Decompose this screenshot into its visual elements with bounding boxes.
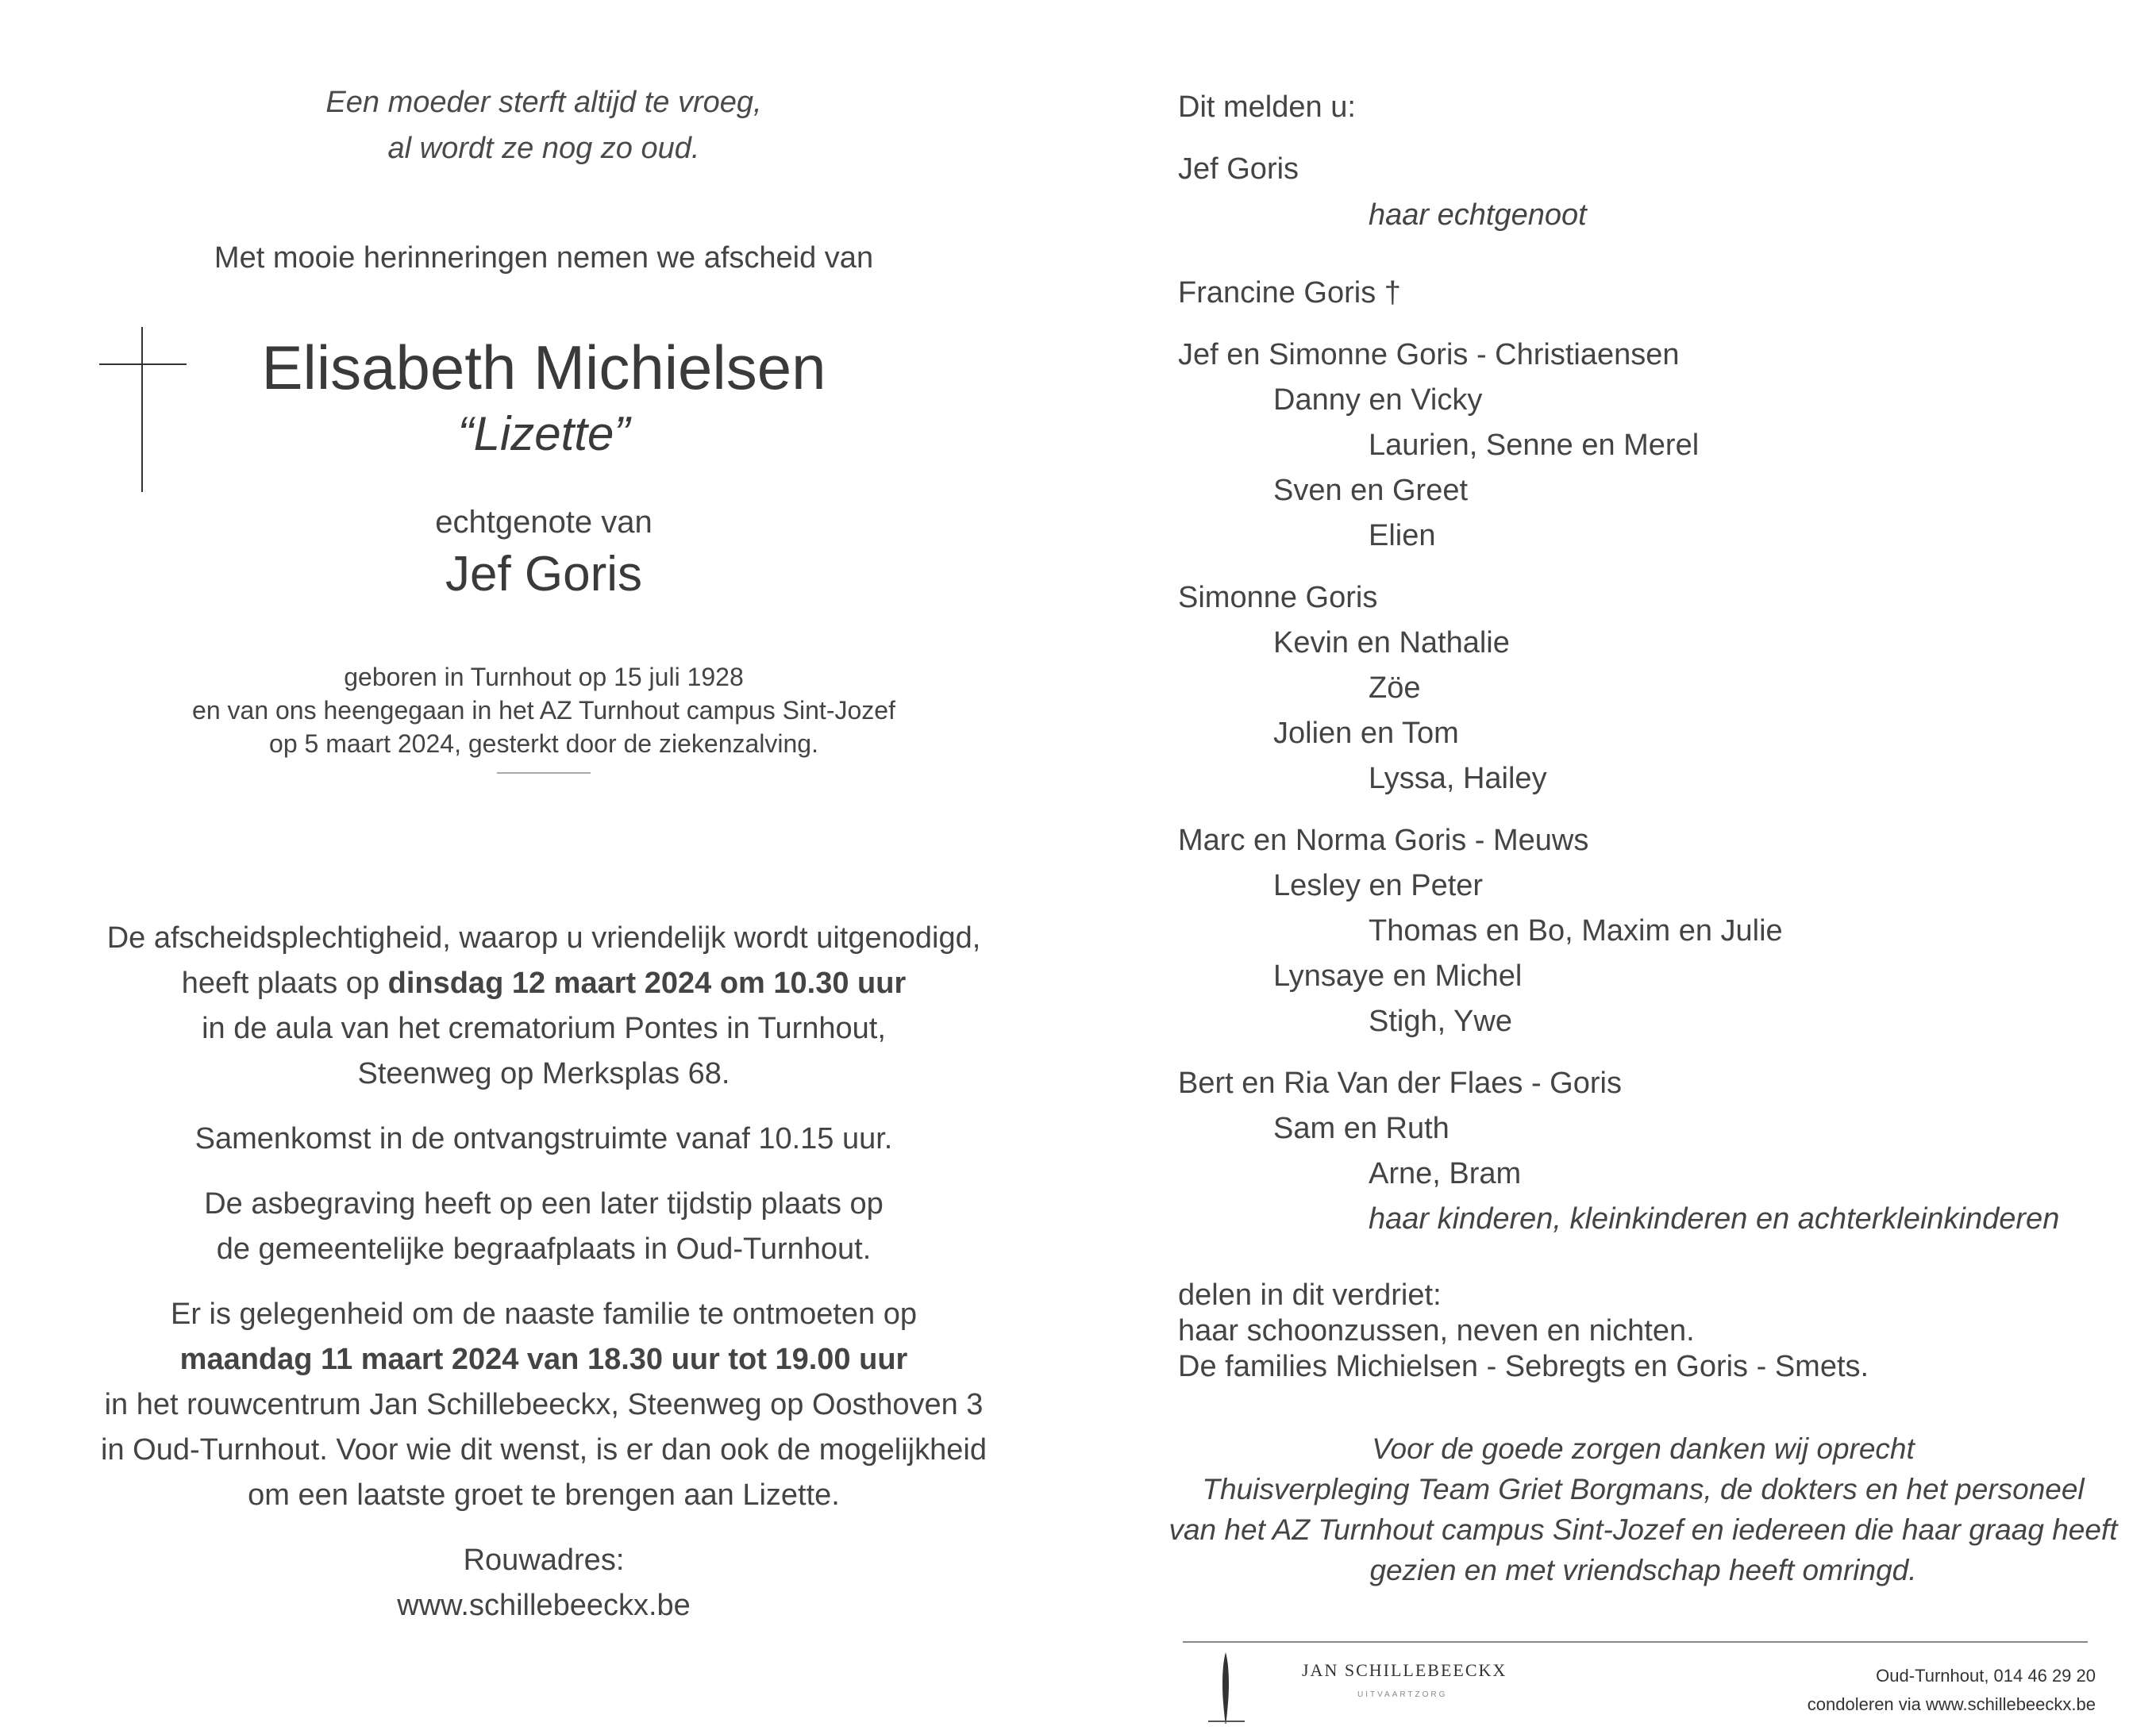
cypress-tree-icon [1218,1652,1234,1724]
thanks-text [1167,1428,2119,1590]
ceremony-line: De afscheidsplechtigheid, waarop u vriendelijk wordt uitgenodigd, [106,921,981,955]
contact-condolence: condoleren via www.schillebeeckx.be [1807,1694,2096,1714]
family-line: Laurien, Senne en Merel [1369,429,1700,462]
ceremony-info [0,916,1088,1648]
family-line: Danny en Vicky [1273,383,1483,417]
family-line: Bert en Ria Van der Flaes - Goris [1178,1067,1622,1100]
gathering-line: Samenkomst in de ontvangstruimte vanaf 10.15 uur. [194,1122,893,1155]
ceremony-date: dinsdag 12 maart 2024 om 10.30 uur [387,967,907,1000]
family-line: haar schoonzussen, neven en nichten. [1178,1314,1695,1348]
deceased-name: Elisabeth Michielsen [261,333,826,402]
family-line: Stigh, Ywe [1369,1005,1512,1038]
address-url: www.schillebeeckx.be [397,1589,691,1622]
family-line: De families Michielsen - Sebregts en Goris - Smets. [1178,1350,1869,1383]
motto-line: al wordt ze nog zo oud. [387,132,700,165]
footer-divider [1183,1641,2088,1643]
motto-line: Een moeder sterft altijd te vroeg, [325,86,762,119]
spouse-label: echtgenote van [435,505,653,540]
address-label: Rouwadres: [463,1544,625,1577]
family-line: Zöe [1369,671,1421,705]
thanks-line: Thuisverpleging Team Griet Borgmans, de dokters en het personeel [1202,1473,2085,1505]
family-line: Sven en Greet [1273,474,1469,507]
family-line: haar echtgenoot [1369,198,1587,232]
ceremony-line: Steenweg op Merksplas 68. [357,1057,730,1090]
family-line: haar kinderen, kleinkinderen en achterkleinkinderen [1369,1202,2060,1236]
address-paragraph [0,1538,1088,1628]
contact-info [1808,1662,2096,1719]
visitation-line: in Oud-Turnhout. Voor wie dit wenst, is er dan ook de mogelijkheid [101,1433,987,1467]
family-line: Simonne Goris [1178,581,1378,614]
visitation-line: om een laatste groet te brengen aan Lizette. [248,1478,840,1512]
family-line: Kevin en Nathalie [1273,626,1510,659]
family-line: Arne, Bram [1369,1157,1522,1190]
visitation-line: Er is gelegenheid om de naaste familie te ontmoeten op [170,1298,918,1331]
contact-phone: Oud-Turnhout, 014 46 29 20 [1876,1666,2096,1686]
ceremony-line: heeft plaats op [181,967,388,1000]
visitation-line: in het rouwcentrum Jan Schillebeeckx, Steenweg op Oosthoven 3 [104,1388,984,1421]
burial-line: de gemeentelijke begraafplaats in Oud-Turnhout. [216,1232,872,1266]
right-page [1167,0,2119,1734]
birth-line: geboren in Turnhout op 15 juli 1928 [344,663,744,691]
thanks-line: gezien en met vriendschap heeft omringd. [1369,1554,1917,1586]
family-line: Jef Goris [1178,152,1299,186]
family-line: Thomas en Bo, Maxim en Julie [1369,914,1783,948]
visitation-paragraph [0,1292,1088,1518]
family-line: Jolien en Tom [1273,717,1459,750]
divider [497,772,591,774]
logo-baseline [1208,1721,1245,1722]
intro-text: Met mooie herinneringen nemen we afscheid van [214,241,874,275]
family-line: Sam en Ruth [1273,1112,1450,1145]
family-line: Lesley en Peter [1273,869,1484,902]
ceremony-line: in de aula van het crematorium Pontes in Turnhout, [202,1012,886,1045]
family-line: Francine Goris † [1178,276,1401,310]
burial-paragraph [0,1182,1088,1272]
birth-death-info [0,660,1088,760]
family-line: Dit melden u: [1178,90,1356,124]
gathering-paragraph [0,1117,1088,1162]
deceased-nickname: “Lizette” [457,407,630,460]
family-line: delen in dit verdriet: [1178,1278,1442,1312]
brand-subtitle: UITVAARTZORG [1357,1690,1448,1699]
family-line: Marc en Norma Goris - Meuws [1178,824,1589,857]
motto [0,79,1088,171]
family-line: Lynsaye en Michel [1273,959,1523,993]
thanks-line: Voor de goede zorgen danken wij oprecht [1372,1432,1915,1465]
spouse-name: Jef Goris [445,547,643,602]
birth-line: en van ons heengegaan in het AZ Turnhout campus Sint-Jozef [192,696,895,725]
burial-line: De asbegraving heeft op een later tijdstip plaats op [204,1187,884,1221]
birth-line: op 5 maart 2024, gesterkt door de ziekenzalving. [269,729,818,758]
brand-name: JAN SCHILLEBEECKX [1302,1660,1507,1680]
ceremony-paragraph [0,916,1088,1097]
family-line: Elien [1369,519,1436,552]
family-line: Jef en Simonne Goris - Christiaensen [1178,338,1680,371]
family-line: Lyssa, Hailey [1369,762,1547,795]
thanks-line: van het AZ Turnhout campus Sint-Jozef en iedereen die haar graag heeft [1168,1513,2118,1546]
visitation-date: maandag 11 maart 2024 van 18.30 uur tot 19.00 uur [179,1343,908,1376]
